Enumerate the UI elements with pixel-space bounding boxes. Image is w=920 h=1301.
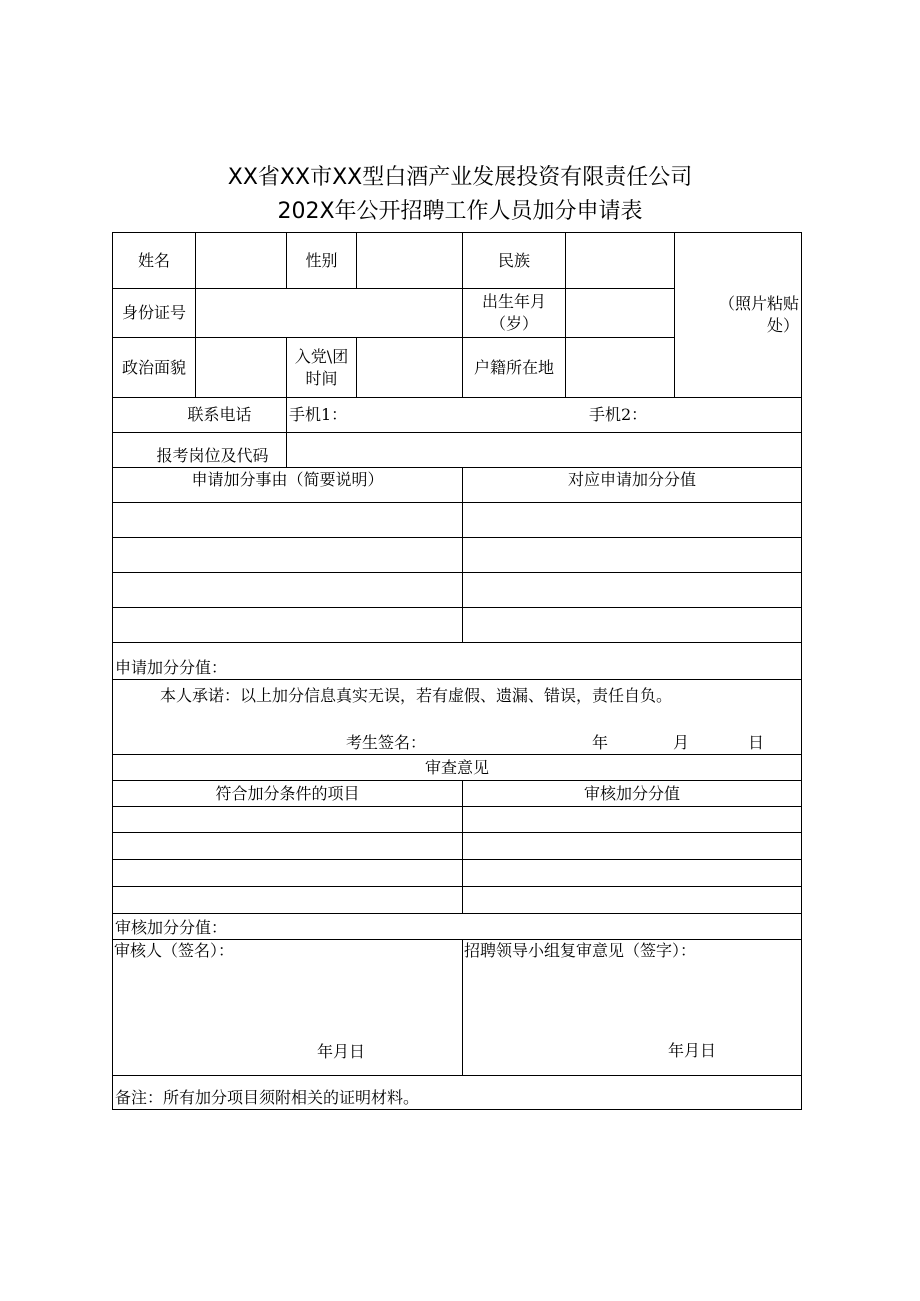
photo-area[interactable] <box>674 232 802 398</box>
phone-label: 联系电话 <box>112 397 287 433</box>
review-value-row-1[interactable] <box>462 806 802 833</box>
review-section-title: 审查意见 <box>112 754 802 781</box>
id-number-field[interactable] <box>195 288 463 338</box>
footer-note: 备注：所有加分项目须附相关的证明材料。 <box>112 1075 802 1110</box>
political-status-field[interactable] <box>195 337 287 398</box>
political-status-label: 政治面貌 <box>112 337 196 398</box>
mobile1-label: 手机1： <box>289 405 348 424</box>
birth-date-label <box>462 288 566 338</box>
value-row-4[interactable] <box>462 607 802 643</box>
value-row-3[interactable] <box>462 572 802 608</box>
value-row-2[interactable] <box>462 537 802 573</box>
ethnicity-field[interactable] <box>565 232 675 289</box>
review-total-label: 审核加分分值： <box>112 913 802 940</box>
leader-label: 招聘领导小组复审意见（签字）： <box>464 941 697 960</box>
form-title-line2: 202X年公开招聘工作人员加分申请表 <box>277 199 643 224</box>
reason-row-3[interactable] <box>112 572 463 608</box>
name-field[interactable] <box>195 232 287 289</box>
birth-date-field[interactable] <box>565 288 675 338</box>
household-field[interactable] <box>565 337 675 398</box>
review-value-row-4[interactable] <box>462 886 802 914</box>
review-items-header: 符合加分条件的项目 <box>112 780 463 807</box>
household-label: 户籍所在地 <box>462 337 566 398</box>
reason-header: 申请加分事由（简要说明） <box>112 467 463 503</box>
reviewer-signature-block[interactable] <box>112 939 463 1076</box>
value-header: 对应申请加分分值 <box>462 467 802 503</box>
birth-label-line1: 出生年月 <box>481 292 546 311</box>
review-item-row-4[interactable] <box>112 886 463 914</box>
signature-label: 考生签名： <box>346 733 427 752</box>
reason-row-4[interactable] <box>112 607 463 643</box>
gender-label: 性别 <box>286 232 357 289</box>
review-value-row-3[interactable] <box>462 859 802 887</box>
review-item-row-3[interactable] <box>112 859 463 887</box>
join-label-line2: 时间 <box>305 368 338 388</box>
leader-signature-block[interactable] <box>462 939 802 1076</box>
mobile2-label: 手机2： <box>589 405 648 424</box>
review-item-row-1[interactable] <box>112 806 463 833</box>
reviewer-label: 审核人（签名）： <box>114 941 235 960</box>
join-time-field[interactable] <box>356 337 463 398</box>
value-row-1[interactable] <box>462 502 802 538</box>
pledge-text: 本人承诺：以上加分信息真实无误，若有虚假、遗漏、错误，责任自负。 <box>160 686 673 705</box>
leader-date: 年月日 <box>668 1041 717 1060</box>
review-value-header: 审核加分分值 <box>462 780 802 807</box>
join-time-label <box>286 337 357 398</box>
day-label: 日 <box>748 733 765 752</box>
position-field[interactable] <box>286 432 802 468</box>
review-item-row-2[interactable] <box>112 832 463 860</box>
position-label: 报考岗位及代码 <box>112 432 287 468</box>
month-label: 月 <box>673 733 690 752</box>
reviewer-date: 年月日 <box>317 1042 366 1061</box>
id-number-label: 身份证号 <box>112 288 196 338</box>
ethnicity-label: 民族 <box>462 232 566 289</box>
photo-text-line2: 处） <box>766 316 799 335</box>
photo-text-line1: （照片粘贴 <box>718 294 799 313</box>
birth-label-line2: （岁） <box>489 314 538 333</box>
applied-total-label: 申请加分分值： <box>112 642 802 680</box>
pledge-block <box>112 679 802 755</box>
name-label: 姓名 <box>112 232 196 289</box>
reason-row-2[interactable] <box>112 537 463 573</box>
review-value-row-2[interactable] <box>462 832 802 860</box>
form-title-line1: XX省XX市XX型白酒产业发展投资有限责任公司 <box>227 165 693 190</box>
gender-field[interactable] <box>356 232 463 289</box>
phone-field[interactable] <box>286 397 802 433</box>
join-label-line1: 入党\团 <box>294 346 349 366</box>
reason-row-1[interactable] <box>112 502 463 538</box>
year-label: 年 <box>592 733 609 752</box>
